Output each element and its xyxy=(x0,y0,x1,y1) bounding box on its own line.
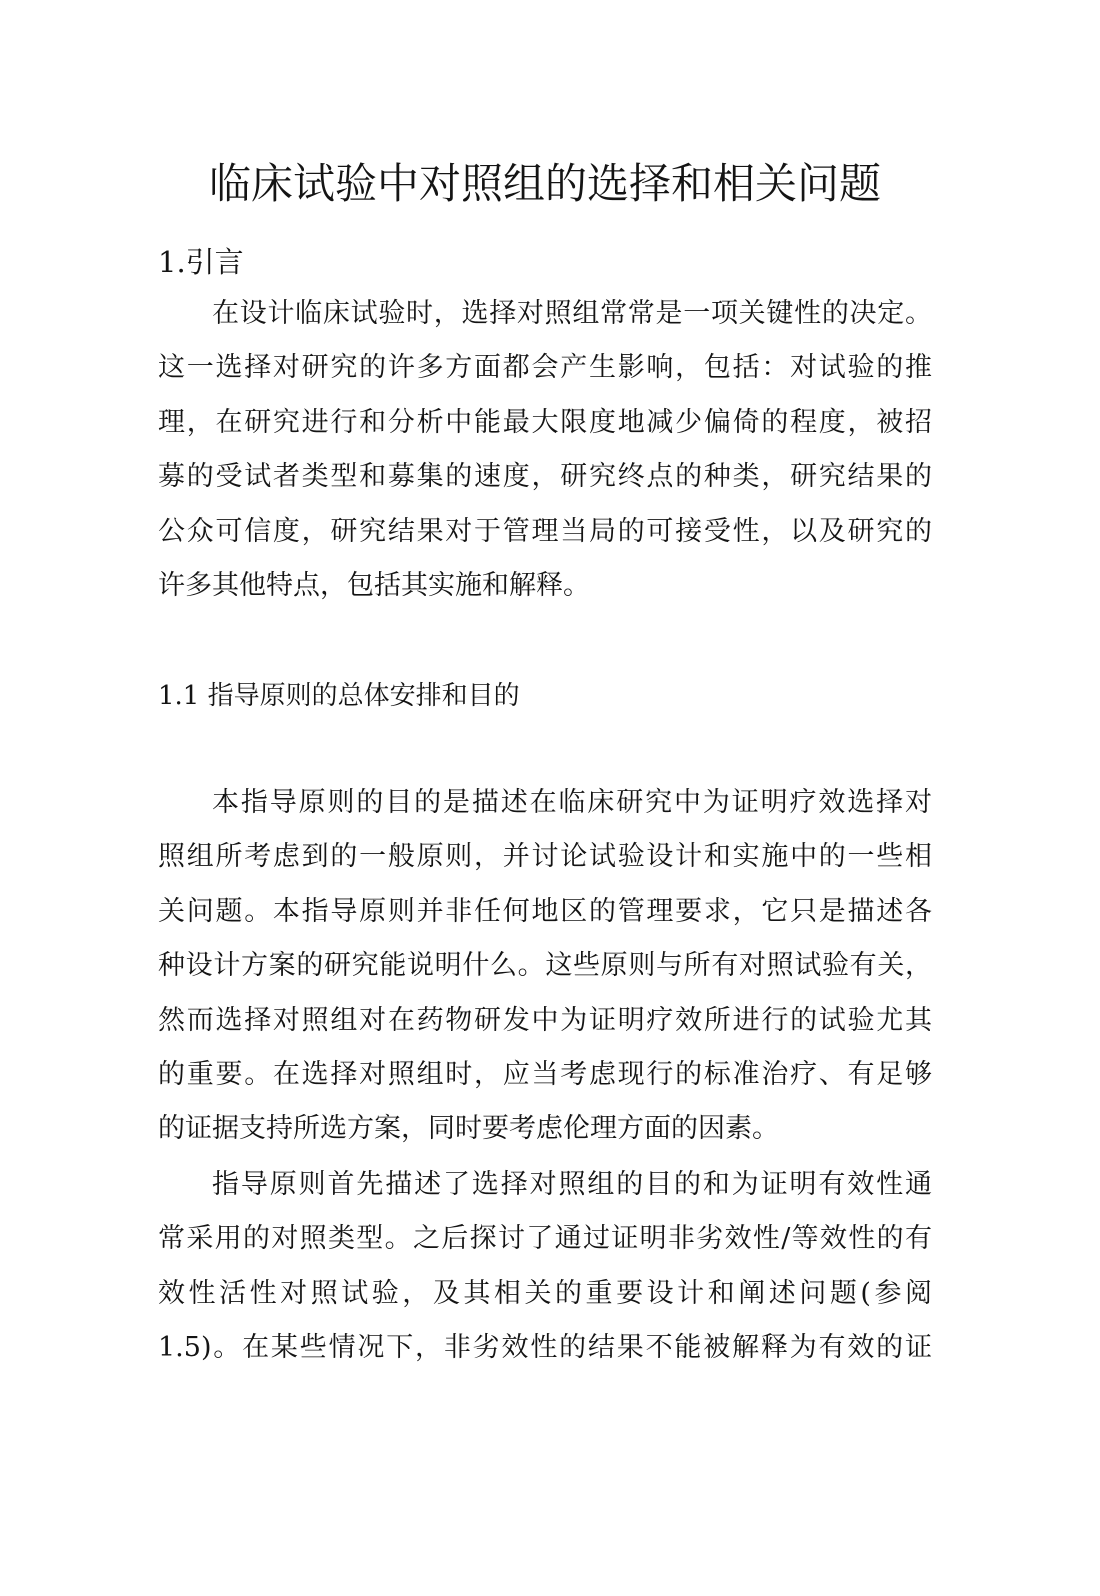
introduction-paragraph xyxy=(158,287,932,613)
paragraph-line: 的证据支持所选方案，同时要考虑伦理方面的因素。 xyxy=(158,1113,779,1145)
paragraph-line: 效性活性对照试验，及其相关的重要设计和阐述问题(参阅 xyxy=(158,1277,932,1309)
document-page xyxy=(158,0,932,1596)
paragraph-line: 指导原则首先描述了选择对照组的目的和为证明有效性通 xyxy=(212,1169,932,1200)
paragraph-line: 本指导原则的目的是描述在临床研究中为证明疗效选择对 xyxy=(212,787,932,818)
paragraph-line: 1.5)。在某些情况下，非劣效性的结果不能被解释为有效的证 xyxy=(158,1332,932,1364)
purpose-paragraph xyxy=(158,776,932,1157)
paragraph-line: 照组所考虑到的一般原则，并讨论试验设计和实施中的一些相 xyxy=(158,841,932,873)
arrangement-paragraph xyxy=(158,1158,932,1376)
paragraph-line: 的重要。在选择对照组时，应当考虑现行的标准治疗、有足够 xyxy=(158,1058,932,1090)
paragraph-line: 许多其他特点，包括其实施和解释。 xyxy=(158,569,590,601)
section-heading-introduction: 1.引言 xyxy=(158,245,244,279)
section-heading-guideline-purpose: 1.1 指导原则的总体安排和目的 xyxy=(158,681,520,711)
document-title: 临床试验中对照组的选择和相关问题 xyxy=(208,159,881,208)
paragraph-line: 然而选择对照组对在药物研发中为证明疗效所进行的试验尤其 xyxy=(158,1004,932,1036)
paragraph-line: 募的受试者类型和募集的速度，研究终点的种类，研究结果的 xyxy=(158,461,932,493)
paragraph-line: 这一选择对研究的许多方面都会产生影响，包括：对试验的推 xyxy=(158,352,932,384)
paragraph-line: 种设计方案的研究能说明什么。这些原则与所有对照试验有关， xyxy=(158,950,932,982)
paragraph-line: 公众可信度，研究结果对于管理当局的可接受性，以及研究的 xyxy=(158,515,932,547)
paragraph-line: 关问题。本指导原则并非任何地区的管理要求，它只是描述各 xyxy=(158,895,932,927)
paragraph-line: 在设计临床试验时，选择对照组常常是一项关键性的决定。 xyxy=(212,298,932,329)
paragraph-line: 常采用的对照类型。之后探讨了通过证明非劣效性/等效性的有 xyxy=(158,1223,932,1255)
paragraph-line: 理，在研究进行和分析中能最大限度地减少偏倚的程度，被招 xyxy=(158,406,932,438)
